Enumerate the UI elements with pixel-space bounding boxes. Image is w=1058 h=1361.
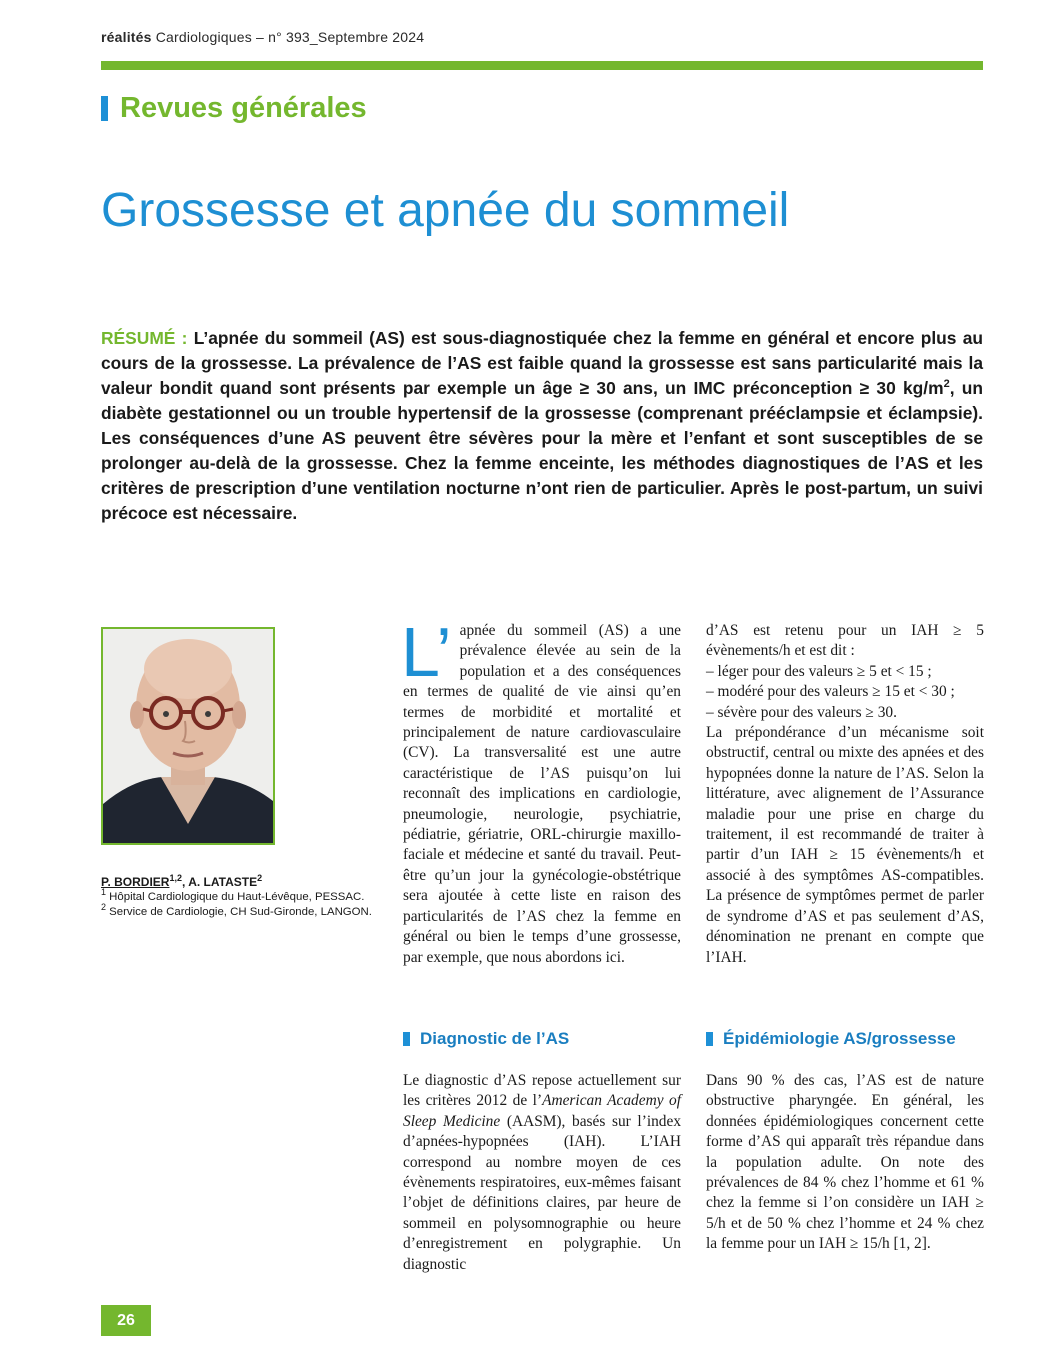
section-bar (403, 1032, 410, 1046)
page-number: 26 (101, 1305, 151, 1336)
section-heading-text: Diagnostic de l’AS (420, 1029, 570, 1048)
journal-issue: Cardiologiques – n° 393_Septembre 2024 (151, 29, 425, 45)
author-photo (101, 627, 275, 845)
dropcap: L’ (401, 613, 452, 691)
authors-block (101, 875, 391, 920)
diagnostic-paragraph (403, 1071, 681, 1275)
affiliation-1 (101, 887, 391, 905)
column-epidemiology (706, 1071, 984, 1255)
abstract-label: RÉSUMÉ : (101, 328, 188, 348)
author-portrait-image (103, 629, 273, 843)
diagnostic-text-b: (AASM), basés sur l’index d’apnées-hypopnées (IAH). L’IAH correspond au nombre moyen de ces évènements respiratoires, eux-mêmes faisant l’objet de définitions claires, par heure de sommeil en polysomnographie ou heure d’enregistrement en polygraphie. Un diagnostic (403, 1112, 682, 1273)
diagnostic-text-italic: American Academy of Sleep Medicine (403, 1092, 681, 1130)
diagnostic-text-a: Le diagnostic d’AS repose actuellement sur les critères 2012 de l’ (403, 1072, 681, 1110)
severity-list (706, 662, 984, 723)
column-intro (401, 613, 681, 968)
article-title: Grossesse et apnée du sommeil (101, 184, 790, 237)
affiliation-2-num: 2 (101, 902, 107, 913)
author-1-sup: 1,2 (169, 873, 182, 883)
affiliation-2 (101, 902, 391, 920)
epidemiology-paragraph: Dans 90 % des cas, l’AS est de nature obstructive pharyngée. En général, les données épidémiologiques concernent cette forme d’AS qui apparaît très répandue dans la population adulte. On note des prévalences de 84 % chez l’homme et 61 % chez la femme si l’on considère un IAH ≥ 5/h et de 50 % chez l’homme et 24 % chez la femme pour un IAH ≥ 15/h [1, 2]. (706, 1072, 984, 1253)
affiliation-1-text: Hôpital Cardiologique du Haut-Lévêque, PESSAC. (106, 891, 365, 903)
intro-paragraph (401, 613, 681, 968)
rubric (101, 92, 367, 125)
abstract-text-2: , un diabète gestationnel ou un trouble hypertensif de la grossesse (comprenant prééclampsie et éclampsie). Les conséquences d’une AS peuvent être sévères pour la mère et l’enfant et sont susceptibles de se prolonger au-delà de la grossesse. Chez la femme enceinte, les méthodes diagnostiques de l’AS et les critères de prescription d’une ventilation nocturne n’ont rien de particulier. Après le post-partum, un suivi précoce est nécessaire. (101, 378, 983, 523)
author-2: , A. LATASTE (181, 875, 258, 889)
author-names (101, 875, 391, 890)
list-item: – sévère pour des valeurs ≥ 30. (706, 703, 897, 721)
list-item: – léger pour des valeurs ≥ 5 et < 15 ; (706, 662, 932, 680)
author-2-sup: 2 (257, 873, 263, 883)
running-header (101, 29, 424, 45)
section-heading-diagnostic (403, 1029, 569, 1049)
list-item: – modéré pour des valeurs ≥ 15 et < 30 ; (706, 683, 955, 701)
abstract-sup: 2 (943, 378, 950, 391)
section-bar (706, 1032, 713, 1046)
rubric-label: Revues générales (120, 92, 367, 124)
abstract-text-1: L’apnée du sommeil (AS) est sous-diagnostiquée chez la femme en général et encore plus au cours de la grossesse. La prévalence de l’AS est faible quand la grossesse est sans particularité mais la valeur bondit quand sont présents par exemple un âge ≥ 30 ans, un IMC préconception ≥ 30 kg/m (101, 328, 984, 398)
author-1: P. BORDIER (101, 875, 170, 889)
journal-brand: réalités (101, 29, 152, 45)
mechanism-paragraph: La prépondérance d’un mécanisme soit obstructif, central ou mixte des apnées et des hypopnées donne la nature de l’AS. Selon la littérature, avec alignement de l’Assurance maladie pour une prise en charge du traitement, il est recommandé de traiter à partir d’un IAH ≥ 15 évènements/h et associé à des symptômes AS-compatibles. La présence de symptômes permet de parler de syndrome d’AS et pas seulement d’AS, dénomination ne prenant en compte que l’IAH. (706, 724, 984, 966)
section-heading-text: Épidémiologie AS/grossesse (723, 1029, 956, 1048)
rubric-bar (101, 96, 108, 121)
column-diagnostic (403, 1071, 681, 1275)
severity-intro: d’AS est retenu pour un IAH ≥ 5 évènements/h et est dit : (706, 622, 984, 660)
affiliation-2-text: Service de Cardiologie, CH Sud-Gironde, LANGON. (106, 906, 372, 918)
intro-text: apnée du sommeil (AS) a une prévalence élevée au sein de la population et a des conséquences en termes de qualité de vie ainsi qu’en termes de morbidité et mortalité et principalement de nature cardiovasculaire (CV). La transversalité est une autre caractéristique de l’AS puisqu’on lui reconnaît des implications en cardiologie, pneumologie, neurologie, psychiatrie, pédiatrie, gériatrie, ORL-chirurgie maxillo-faciale et médecine et santé du travail. Peut-être qu’un jour la gynécologie-obstétrique sera ajoutée à cette liste en raison des particularités de l’AS chez la femme en général ou bien le temps d’une grossesse, par exemple, que nous abordons ici. (403, 622, 681, 966)
section-heading-epidemiology (706, 1029, 956, 1049)
abstract (101, 326, 983, 526)
column-severity (706, 621, 984, 968)
affiliation-1-num: 1 (101, 887, 107, 898)
header-rule (101, 61, 983, 70)
